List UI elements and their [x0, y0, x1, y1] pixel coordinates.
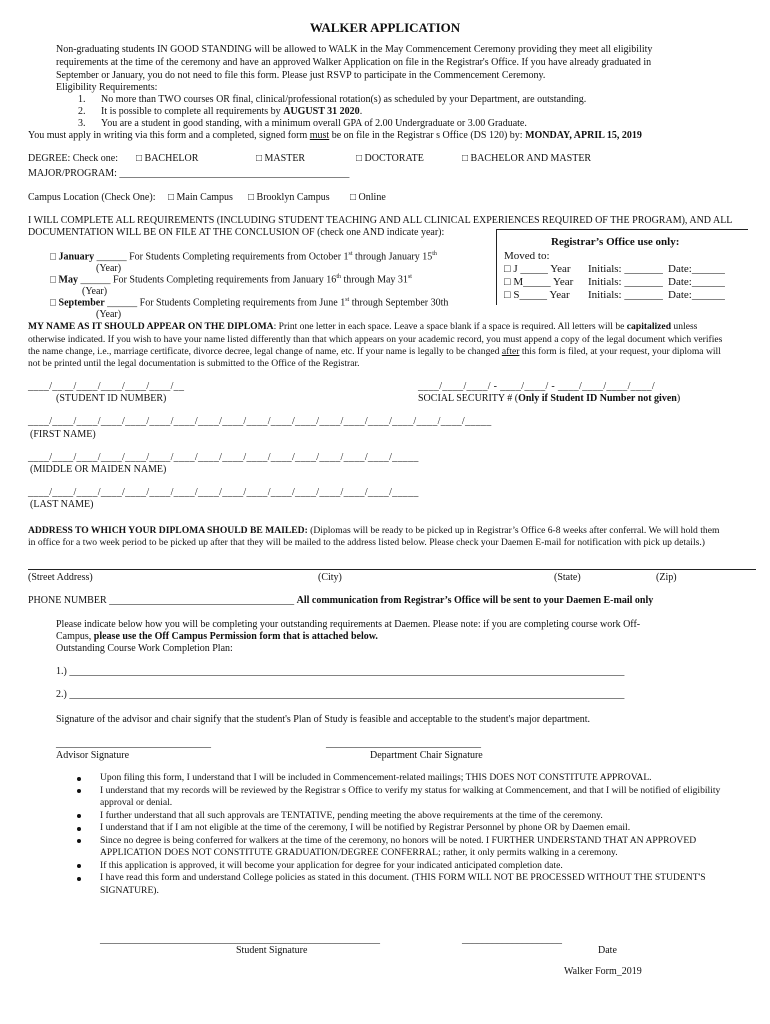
student-signature-line[interactable]: ________________________________________________________: [100, 934, 380, 945]
major-program-field[interactable]: MAJOR/PROGRAM: ______________________________________________: [28, 168, 350, 179]
requirement-2-number: 2.: [78, 106, 86, 117]
plan-line-2: Campus, please use the Off Campus Permission form that is attached below.: [56, 631, 378, 642]
acknowledgement-item: Since no degree is being conferred for walkers at the time of the ceremony, no honors will be noted. I FURTHER UNDERSTAND THAT AN APPROVED APPLICATION DOES NOT CONSTITUTE GRADUATION/DEGREE CONFERRAL; rather, it only permits walking in a ceremony.: [62, 835, 722, 860]
middle-name-label: (MIDDLE OR MAIDEN NAME): [30, 464, 167, 475]
eligibility-heading: Eligibility Requirements:: [56, 82, 158, 93]
advisor-signature-line[interactable]: _______________________________: [56, 738, 211, 749]
registrar-row-january: □ J _____ Year: [504, 263, 571, 275]
form-title: WALKER APPLICATION: [309, 20, 461, 35]
ssn-input[interactable]: ____/____/____/ - ____/____/ - ____/____/____/____/: [418, 381, 655, 392]
registrar-row-may-initials: Initials: _______: [588, 276, 663, 288]
student-signature-label: Student Signature: [236, 945, 308, 956]
registrar-row-may-date: Date:______: [668, 276, 725, 288]
completion-line-1: I WILL COMPLETE ALL REQUIREMENTS (INCLUDING STUDENT TEACHING AND ALL CLINICAL EXPERIENCES REQUIRED OF THE PROGRAM), AND ALL: [28, 215, 733, 226]
first-name-input[interactable]: ____/____/____/____/____/____/____/____/____/____/____/____/____/____/____/____/____/____/_____: [28, 416, 492, 427]
intro-line-3: September or January, you do not need to file this form. Please just RSVP to participate in the Commencement Ceremony.: [56, 70, 546, 81]
plan-item-1-input[interactable]: 1.) _______________________________________________________________________________________________________________: [56, 666, 625, 677]
phone-number-field[interactable]: PHONE NUMBER _____________________________________ All communication from Registrar’s Office will be sent to your Daemen E-mail only: [28, 595, 654, 606]
first-name-label: (FIRST NAME): [30, 429, 96, 440]
diploma-name-line-4: not be printed until the legal documentation is submitted to the Office of the Registrar.: [28, 358, 360, 369]
plan-line-3: Outstanding Course Work Completion Plan:: [56, 643, 233, 654]
signature-note: Signature of the advisor and chair signify that the student's Plan of Study is feasible and acceptable to the student's major department.: [56, 714, 591, 725]
street-address-label: (Street Address): [28, 572, 93, 583]
registrar-box-moved-to: Moved to:: [504, 250, 550, 262]
degree-option-bachelor-and-master[interactable]: □ BACHELOR AND MASTER: [462, 153, 592, 164]
completion-line-2: DOCUMENTATION WILL BE ON FILE AT THE CONCLUSION OF (check one AND indicate year):: [28, 227, 445, 238]
diploma-name-line-3: the name change, i.e., marriage certificate, divorce decree, legal change of name, etc. If your name is legally to be changed after this form is filed, at your request, your diploma will: [28, 346, 721, 357]
date-label: Date: [598, 945, 617, 956]
address-line-2: in office for a two week period to be picked up after that they will be mailed to the address listed below. Please check your Daemen E-mail for notification with pick up details.): [28, 537, 705, 548]
last-name-label: (LAST NAME): [30, 499, 94, 510]
registrar-row-may: □ M_____ Year: [504, 276, 574, 288]
term-may[interactable]: □ May ______ For Students Completing requirements from January 16th through May 31st: [50, 274, 412, 286]
registrar-row-january-date: Date:______: [668, 263, 725, 275]
chair-signature-line[interactable]: _______________________________: [326, 738, 481, 749]
advisor-signature-label: Advisor Signature: [56, 750, 130, 761]
term-september[interactable]: □ September ______ For Students Completing requirements from June 1st through September 30th: [50, 297, 449, 309]
city-label: (City): [318, 572, 342, 583]
registrar-row-september-date: Date:______: [668, 289, 725, 301]
chair-signature-label: Department Chair Signature: [370, 750, 483, 761]
student-id-input[interactable]: ____/____/____/____/____/____/__: [28, 381, 185, 392]
acknowledgement-item: I further understand that all such approvals are TENTATIVE, pending meeting the above requirements at the time of the ceremony.: [62, 810, 722, 823]
plan-line-1: Please indicate below how you will be completing your outstanding requirements at Daemen. Please note: if you are completing course work Off-: [56, 619, 641, 630]
last-name-input[interactable]: ____/____/____/____/____/____/____/____/____/____/____/____/____/____/____/_____: [28, 487, 419, 498]
form-footer: Walker Form_2019: [564, 966, 642, 977]
campus-option-online[interactable]: □ Online: [350, 192, 386, 203]
requirement-1-number: 1.: [78, 94, 86, 105]
requirement-2: It is possible to complete all requirements by AUGUST 31 2020.: [101, 106, 363, 117]
registrar-row-september: □ S_____ Year: [504, 289, 570, 301]
state-label: (State): [554, 572, 581, 583]
registrar-row-september-initials: Initials: _______: [588, 289, 663, 301]
acknowledgement-item: I have read this form and understand College policies as stated in this document. (THIS FORM WILL NOT BE PROCESSED WITHOUT THE STUDENT'S SIGNATURE).: [62, 872, 722, 897]
requirement-3: You are a student in good standing, with a minimum overall GPA of 2.00 Undergraduate or 3.00 Graduate.: [101, 118, 527, 129]
plan-item-2-input[interactable]: 2.) _______________________________________________________________________________________________________________: [56, 689, 625, 700]
middle-name-input[interactable]: ____/____/____/____/____/____/____/____/____/____/____/____/____/____/____/_____: [28, 452, 419, 463]
registrar-row-january-initials: Initials: _______: [588, 263, 663, 275]
student-id-label: (STUDENT ID NUMBER): [56, 393, 167, 404]
address-input-line[interactable]: [28, 569, 756, 570]
degree-option-master[interactable]: □ MASTER: [256, 153, 306, 164]
intro-line-1: Non-graduating students IN GOOD STANDING will be allowed to WALK in the May Commencement Ceremony providing they meet all eligibility: [56, 44, 653, 55]
term-january-year-label: (Year): [96, 263, 122, 274]
degree-option-doctorate[interactable]: □ DOCTORATE: [356, 153, 424, 164]
diploma-name-line-1: MY NAME AS IT SHOULD APPEAR ON THE DIPLOMA: Print one letter in each space. Leave a space blank if a space is required. All letters will be capitalized unless: [28, 321, 698, 332]
term-september-year-label: (Year): [96, 309, 122, 320]
term-january[interactable]: □ January ______ For Students Completing requirements from October 1st through January 15th: [50, 251, 437, 263]
acknowledgement-item: If this application is approved, it will become your application for degree for your indicated anticipated completion date.: [62, 860, 722, 873]
acknowledgement-item: I understand that if I am not eligible at the time of the ceremony, I will be notified by Registrar Personnel by phone OR by Daemen email.: [62, 822, 722, 835]
acknowledgement-item: Upon filing this form, I understand that I will be included in Commencement-related mailings; THIS DOES NOT CONSTITUTE APPROVAL.: [62, 772, 722, 785]
registrar-box-title: Registrar’s Office use only:: [551, 236, 680, 248]
campus-label: Campus Location (Check One):: [28, 192, 156, 203]
campus-option-brooklyn[interactable]: □ Brooklyn Campus: [248, 192, 330, 203]
ssn-label: SOCIAL SECURITY # (Only if Student ID Number not given): [418, 393, 681, 404]
zip-label: (Zip): [656, 572, 677, 583]
date-line[interactable]: ____________________: [462, 934, 562, 945]
degree-label: DEGREE: Check one:: [28, 153, 118, 164]
degree-option-bachelor[interactable]: □ BACHELOR: [136, 153, 199, 164]
requirement-1: No more than TWO courses OR final, clinical/professional rotation(s) as scheduled by your Department, are outstanding.: [101, 94, 587, 105]
acknowledgement-list: [62, 772, 722, 897]
campus-option-main[interactable]: □ Main Campus: [168, 192, 233, 203]
address-line-1: ADDRESS TO WHICH YOUR DIPLOMA SHOULD BE MAILED: (Diplomas will be ready to be picked up in Registrar’s Office 6-8 weeks after conferral. We will hold them: [28, 525, 720, 536]
deadline-statement: You must apply in writing via this form and a completed, signed form must be on file in the Registrar s Office (DS 120) by: MONDAY, APRIL 15, 2019: [28, 130, 642, 141]
intro-line-2: requirements at the time of the ceremony and have an approved Walker Application on file in the Registrar's Office. If you have already graduated in: [56, 57, 652, 68]
term-may-year-label: (Year): [82, 286, 108, 297]
acknowledgement-item: I understand that my records will be reviewed by the Registrar s Office to verify my status for walking at Commencement, and that I will be notified of eligibility approval or denial.: [62, 785, 722, 810]
requirement-3-number: 3.: [78, 118, 86, 129]
diploma-name-line-2: otherwise indicated. If you wish to have your name listed differently than that which appears on your academic record, you must append a copy of the legal document which verifies: [28, 334, 723, 345]
